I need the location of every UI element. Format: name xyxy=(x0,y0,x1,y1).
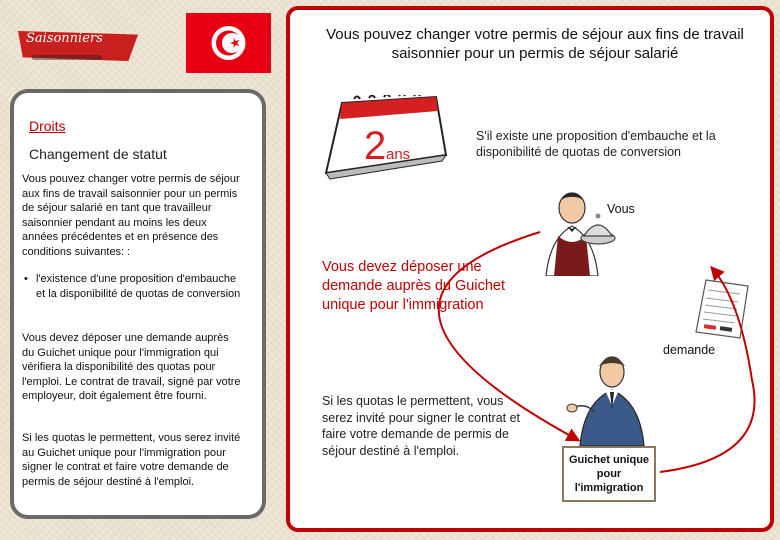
quotas-text: Si les quotas le permettent, vous serez invité pour signer le contrat et faire votre demande de permis de séjour destiné à l'emploi. xyxy=(322,394,521,458)
demande-label: demande xyxy=(663,343,716,357)
calendar-unit: ans xyxy=(386,146,411,163)
intro-paragraph: Vous pouvez changer votre permis de séjour aux fins de travail saisonnier pour un permis de séjour salarié en tant que travailleur saisonnier pendant au moins les deux années précédentes et en présence des conditions suivantes: : xyxy=(22,173,240,258)
calendar-icon xyxy=(314,95,454,185)
official-clerk-icon xyxy=(562,350,657,451)
guichet-unique-box xyxy=(562,446,656,502)
vous-label: Vous xyxy=(607,202,635,216)
waiter-icon xyxy=(536,186,616,281)
calendar-number: 2 xyxy=(364,124,387,168)
quotas-paragraph: Si les quotas le permettent, vous serez invité au Guichet unique pour l'immigration pour signer le contrat et faire votre demande de permis de séjour destiné à l'emploi. xyxy=(22,432,241,488)
section-subtitle: Changement de statut xyxy=(29,146,167,162)
right-panel-title: Vous pouvez changer votre permis de séjour aux fins de travail saisonnier pour un permis de séjour salarié xyxy=(326,26,744,62)
bullet-marker: • xyxy=(24,273,28,285)
guichet-label: Guichet unique pour l'immigration xyxy=(568,454,650,494)
demande-paragraph: Vous devez déposer une demande auprès du Guichet unique pour l'immigration qui vérifiera la disponibilité des quotas pour l'emploi. Le contrat de travail, signé par votre employeur, doit également être fourni. xyxy=(22,332,241,403)
saisonniers-tag-label: Saisonniers xyxy=(26,31,103,46)
condition-bullet xyxy=(22,272,242,301)
form-document-icon xyxy=(692,278,754,345)
deposer-demande-text: Vous devez déposer une demande auprès du Guichet unique pour l'immigration xyxy=(322,259,505,313)
tag-underline xyxy=(32,55,102,60)
condition-text: S'il existe une proposition d'embauche et la disponibilité de quotas de conversion xyxy=(476,129,716,159)
tunisia-flag-icon xyxy=(186,13,271,73)
droits-link[interactable]: Droits xyxy=(29,118,66,134)
bullet-text: l'existence d'une proposition d'embauche et la disponibilité de quotas de conversion xyxy=(36,273,241,300)
